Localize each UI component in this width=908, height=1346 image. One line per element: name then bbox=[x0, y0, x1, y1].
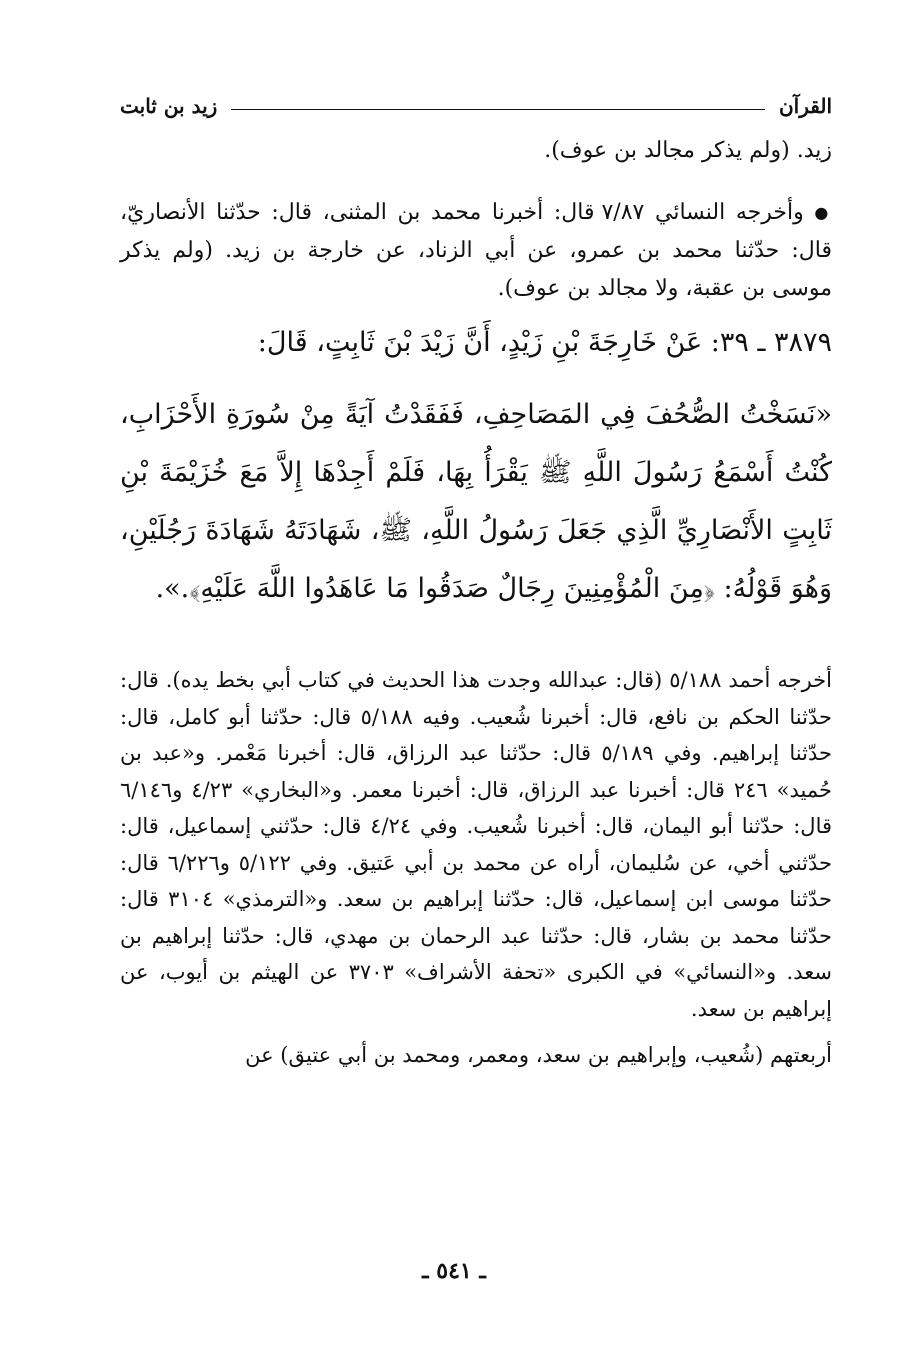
nasai-paragraph bbox=[120, 194, 832, 308]
page-body bbox=[120, 84, 832, 1074]
header-chapter-title: زيد بن ثابت bbox=[120, 94, 218, 118]
page-number: ـ ٥٤١ ـ bbox=[422, 1258, 486, 1284]
header-section-title: القرآن bbox=[778, 94, 832, 118]
note-paragraph: زيد. (ولم يذكر مجالد بن عوف). bbox=[544, 138, 832, 163]
hadith-heading: ٣٨٧٩ ـ ٣٩: عَنْ خَارِجَةَ بْنِ زَيْدٍ، أَنَّ زَيْدَ بْنَ ثَابِتٍ، قَالَ: bbox=[257, 327, 832, 358]
nasai-text: وأخرجه النسائي ٧/٨٧ قال: أخبرنا محمد بن المثنى، قال: حدّثنا الأنصاريّ، قال: حدّثنا محمد بن عمرو، عن أبي الزناد، عن خارجة بن زيد. (ولم يذكر موسى بن عقبة، ولا مجالد بن عوف). bbox=[120, 200, 832, 301]
header-rule bbox=[231, 109, 765, 110]
bullet-icon: ● bbox=[814, 203, 832, 222]
running-header bbox=[120, 84, 832, 118]
hadith-text: «نَسَخْتُ الصُّحُفَ فِي المَصَاحِفِ، فَفَقَدْتُ آيَةً مِنْ سُورَةِ الأَحْزَابِ، كُنْتُ أَسْمَعُ رَسُولَ اللَّهِ ﷺ يَقْرَأُ بِهَا، فَلَمْ أَجِدْهَا إِلاَّ مَعَ خُزَيْمَةَ بْنِ ثَابِتٍ الأَنْصَارِيِّ الَّذِي جَعَلَ رَسُولُ اللَّهِ، ﷺ، شَهَادَتَهُ شَهَادَةَ رَجُلَيْنِ، وَهُوَ قَوْلُهُ: ﴿مِنَ الْمُؤْمِنِينَ رِجَالٌ صَدَقُوا مَا عَاهَدُوا اللَّهَ عَلَيْهِ﴾.». bbox=[120, 399, 832, 604]
takhrij-paragraph: أخرجه أحمد ٥/١٨٨ (قال: عبدالله وجدت هذا الحديث في كتاب أبي بخط يده). قال: حدّثنا الحكم بن نافع، قال: أخبرنا شُعيب. وفيه ٥/١٨٨ قال: حدّثنا أبو كامل، قال: حدّثنا إبراهيم. وفي ٥/١٨٩ قال: حدّثنا عبد الرزاق، قال: أخبرنا مَعْمر. و«عبد بن حُميد» ٢٤٦ قال: أخبرنا عبد الرزاق، قال: أخبرنا معمر. و«البخاري» ٤/٢٣ و٦/١٤٦ قال: حدّثنا أبو اليمان، قال: أخبرنا شُعيب. وفي ٤/٢٤ قال: حدّثني إسماعيل، قال: حدّثني أخي، عن سُليمان، أراه عن محمد بن أبي عَتيق. وفي ٥/١٢٢ و٦/٢٢٦ قال: حدّثنا موسى ابن إسماعيل، قال: حدّثنا إبراهيم بن سعد. و«الترمذي» ٣١٠٤ قال: حدّثنا محمد بن بشار، قال: حدّثنا عبد الرحمان بن مهدي، قال: حدّثنا إبراهيم بن سعد. و«النسائي» في الكبرى «تحفة الأشراف» ٣٧٠٣ عن الهيثم بن أيوب، عن إبراهيم بن سعد. bbox=[120, 668, 833, 1021]
closing-paragraph: أربعتهم (شُعيب، وإبراهيم بن سعد، ومعمر، ومحمد بن أبي عتيق) عن bbox=[245, 1043, 832, 1067]
